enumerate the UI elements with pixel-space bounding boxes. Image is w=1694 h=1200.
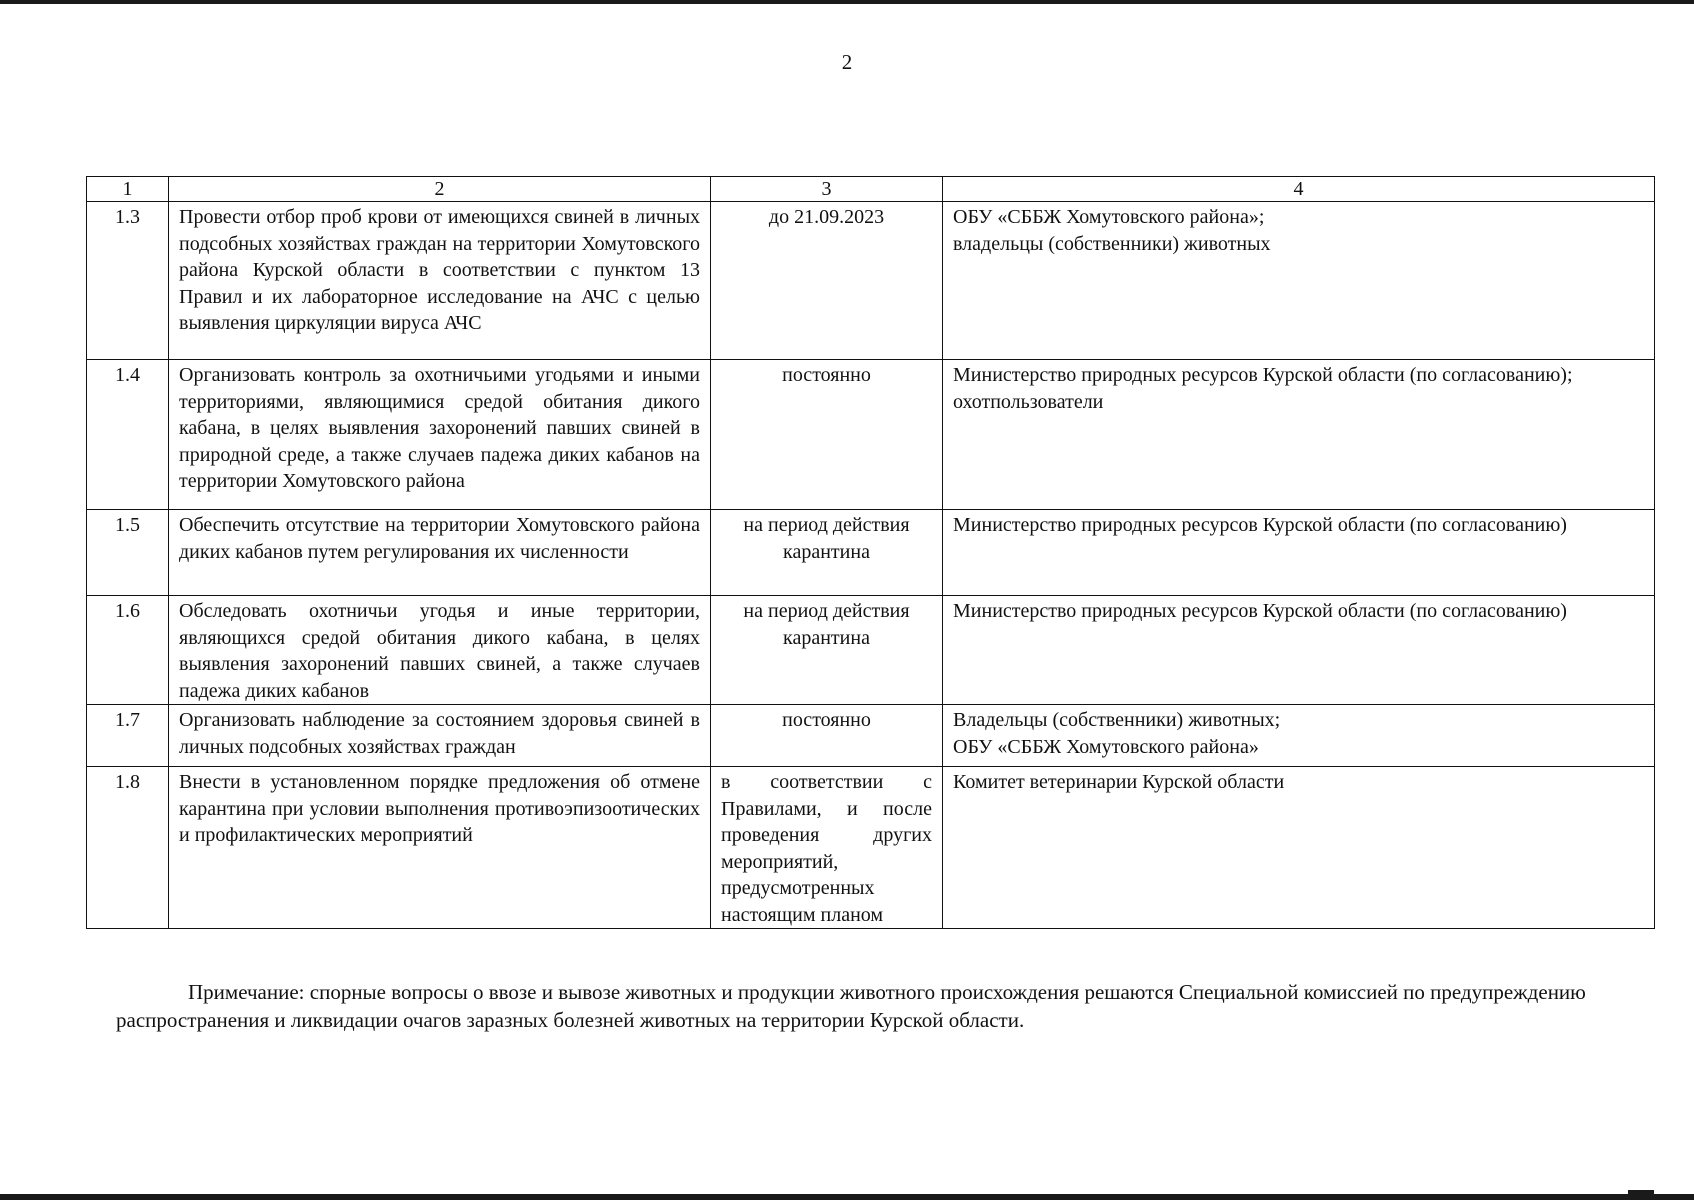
executor-cell — [943, 705, 1655, 767]
executor-line: охотпользователи — [953, 390, 1104, 413]
row-number: 1.8 — [87, 767, 169, 929]
table-row — [87, 360, 1655, 510]
column-header-1: 1 — [87, 177, 169, 202]
scan-bottom-edge — [0, 1194, 1694, 1200]
task-cell: Внести в установленном порядке предложения об отмене карантина при условии выполнения противоэпизоотических и профилактических мероприятий — [169, 767, 711, 929]
column-header-4: 4 — [943, 177, 1655, 202]
row-number: 1.5 — [87, 510, 169, 596]
term-cell: постоянно — [711, 705, 943, 767]
row-number: 1.7 — [87, 705, 169, 767]
executor-cell — [943, 767, 1655, 929]
executor-line: Министерство природных ресурсов Курской области (по согласованию); — [953, 364, 1573, 386]
measures-table — [86, 176, 1655, 929]
term-cell: до 21.09.2023 — [711, 202, 943, 360]
table-row — [87, 510, 1655, 596]
table-row — [87, 202, 1655, 360]
row-number: 1.3 — [87, 202, 169, 360]
task-cell: Провести отбор проб крови от имеющихся свиней в личных подсобных хозяйствах граждан на территории Хомутовского района Курской области в соответствии с пунктом 13 Правил и их лабораторное исследование на АЧС с целью выявления циркуляции вируса АЧС — [169, 202, 711, 360]
executor-line: ОБУ «СББЖ Хомутовского района» — [953, 735, 1259, 758]
column-header-2: 2 — [169, 177, 711, 202]
executor-cell — [943, 596, 1655, 705]
table-row — [87, 767, 1655, 929]
page-number: 2 — [841, 50, 853, 74]
executor-line: Владельцы (собственники) животных; — [953, 709, 1281, 731]
row-number: 1.6 — [87, 596, 169, 705]
footnote: Примечание: спорные вопросы о ввозе и вывозе животных и продукции животного происхождения решаются Специальной комиссией по предупреждению распространения и ликвидации очагов заразных болезней животных на территории Курской области. — [116, 980, 1586, 1032]
term-cell: в соответствии с Правилами, и после проведения других мероприятий, предусмотренных настоящим планом — [711, 767, 943, 929]
table-row — [87, 705, 1655, 767]
row-number: 1.4 — [87, 360, 169, 510]
term-cell: постоянно — [711, 360, 943, 510]
executor-cell — [943, 510, 1655, 596]
scan-corner-mark — [1628, 1190, 1654, 1194]
executor-line: ОБУ «СББЖ Хомутовского района»; — [953, 206, 1265, 228]
task-cell: Организовать контроль за охотничьими угодьями и иными территориями, являющимися средой обитания дикого кабана, в целях выявления захоронений павших свиней в природной среде, а также случаев падежа диких кабанов на территории Хомутовского района — [169, 360, 711, 510]
table-row — [87, 596, 1655, 705]
table-header-row — [87, 177, 1655, 202]
executor-line: Министерство природных ресурсов Курской области (по согласованию) — [953, 514, 1567, 536]
executor-line: Комитет ветеринарии Курской области — [953, 771, 1285, 793]
column-header-3: 3 — [711, 177, 943, 202]
executor-line: Министерство природных ресурсов Курской области (по согласованию) — [953, 600, 1567, 622]
executor-cell — [943, 202, 1655, 360]
task-cell: Обследовать охотничьи угодья и иные территории, являющихся средой обитания дикого кабана, в целях выявления захоронений павших свиней, а также случаев падежа диких кабанов — [169, 596, 711, 705]
scan-top-edge — [0, 0, 1694, 4]
executor-cell — [943, 360, 1655, 510]
term-cell: на период действия карантина — [711, 596, 943, 705]
executor-line: владельцы (собственники) животных — [953, 232, 1271, 255]
task-cell: Обеспечить отсутствие на территории Хомутовского района диких кабанов путем регулирования их численности — [169, 510, 711, 596]
term-cell: на период действия карантина — [711, 510, 943, 596]
task-cell: Организовать наблюдение за состоянием здоровья свиней в личных подсобных хозяйствах граждан — [169, 705, 711, 767]
